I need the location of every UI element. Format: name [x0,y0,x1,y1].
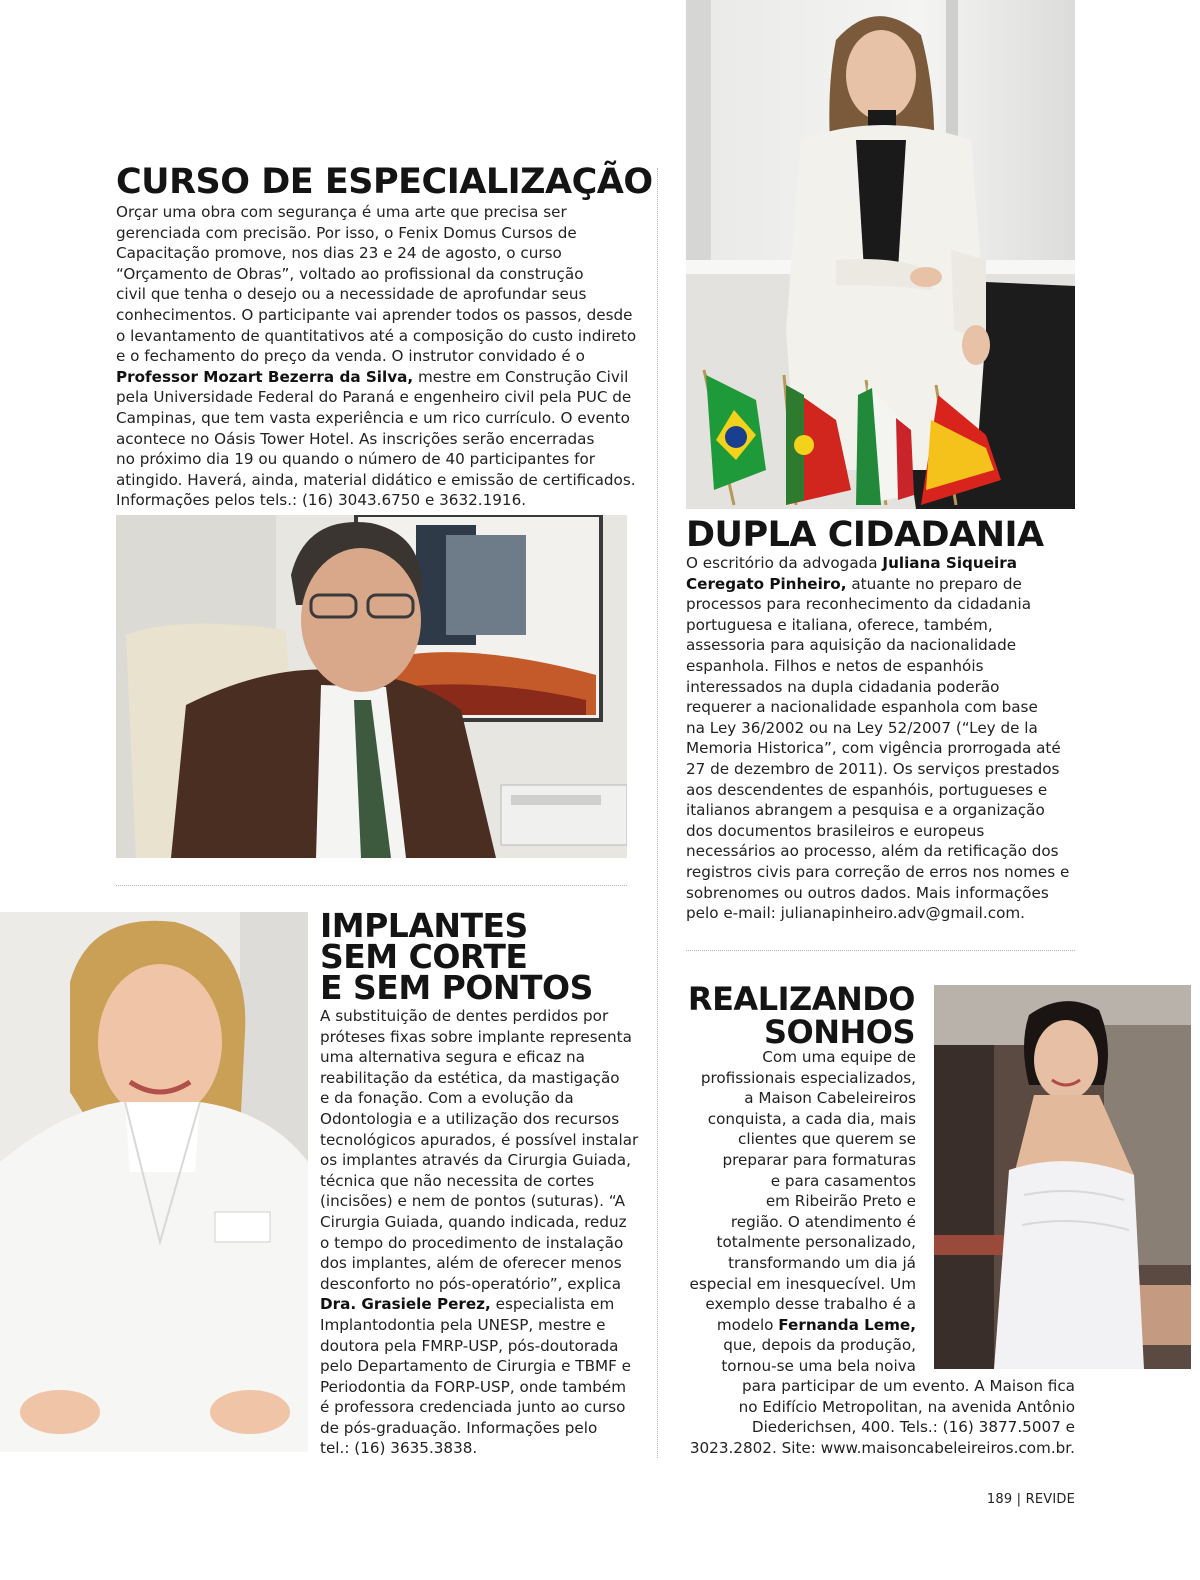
folio-separator: | [1016,1492,1022,1507]
photo-lawyer-with-flags [686,0,1075,509]
realizando-line: no Edifício Metropolitan, na avenida Antônio [738,1397,1075,1416]
dupla-line-text: atuante no preparo de [846,574,1022,593]
implantes-line: de pós-graduação. Informações pelo [320,1418,598,1437]
dupla-line: espanhola. Filhos e netos de espanhóis [686,656,984,675]
curso-line: Campinas, que tem vasta experiência e um rico currículo. O evento [116,408,630,427]
implantes-body [320,1006,650,1459]
implantes-line: Periodontia da FORP-USP, onde também [320,1377,627,1396]
curso-line: conhecimentos. O participante vai aprender todos os passos, desde [116,305,633,324]
implantes-line: uma alternativa segura e eficaz na [320,1048,585,1067]
dupla-line: assessoria para aquisição da nacionalidade [686,636,1017,655]
implantes-line: pelo Departamento de Cirurgia e TBMF e [320,1357,632,1376]
photo-bride-model [934,985,1191,1369]
realizando-line: profissionais especializados, [700,1068,916,1087]
dupla-line-text: O escritório da advogada [686,554,883,572]
curso-line: Informações pelos tels.: (16) 3043.6750 e 3632.1916. [116,491,527,510]
dupla-line [686,553,1086,574]
model-name: Fernanda Leme, [778,1315,916,1334]
realizando-line: região. O atendimento é [730,1212,916,1231]
magazine-name: REVIDE [1025,1492,1075,1507]
curso-line: Orçar uma obra com segurança é uma arte que precisa ser [116,203,567,221]
dupla-line: na Ley 36/2002 ou na Ley 52/2007 (“Ley de la [686,718,1038,737]
implantes-title-line: E SEM PONTOS [320,968,593,1007]
implantes-line: tecnológicos apurados, é possível instalar [320,1130,639,1149]
realizando-line: especial em inesquecível. Um [689,1274,916,1293]
implantes-title-line: IMPLANTES [320,906,528,945]
implantes-line: desconforto no pós-operatório”, explica [320,1274,622,1293]
realizando-line: Diederichsen, 400. Tels.: (16) 3877.5007 e [751,1418,1075,1437]
page-number: 189 [986,1492,1013,1507]
dupla-line: pelo e-mail: julianapinheiro.adv@gmail.com. [686,904,1025,923]
realizando-title-line: REALIZANDO [687,980,915,1018]
implantes-line: Implantodontia pela UNESP, mestre e [320,1315,606,1334]
realizando-line: tornou-se uma bela noiva [721,1356,916,1375]
implantes-title-line: SEM CORTE [320,937,528,976]
dupla-line: sobrenomes ou outros dados. Mais informações [686,883,1049,902]
instructor-name: Professor Mozart Bezerra da Silva, [116,367,414,386]
realizando-line: que, depois da produção, [723,1336,916,1355]
dupla-line: italianos abrangem a pesquisa e a organização [686,801,1045,820]
section-divider [116,885,627,886]
dupla-line: requerer a nacionalidade espanhola com base [686,698,1038,717]
implantes-line: técnica que não necessita de cortes [320,1171,595,1190]
implantes-line: A substituição de dentes perdidos por [320,1007,609,1025]
dupla-line: dos documentos brasileiros e europeus [686,821,985,840]
curso-line: pela Universidade Federal do Paraná e engenheiro civil pela PUC de [116,388,632,407]
implantes-line: próteses fixas sobre implante representa [320,1027,632,1046]
curso-line: Capacitação promove, nos dias 23 e 24 de agosto, o curso [116,244,562,263]
implantes-line: dos implantes, além de oferecer menos [320,1254,622,1273]
implantes-line [320,1294,650,1315]
curso-line-text: mestre em Construção Civil [413,367,629,386]
implantes-line: o tempo do procedimento de instalação [320,1233,624,1252]
dentist-name: Dra. Grasiele Perez, [320,1295,491,1314]
implantes-line: (incisões) e nem de pontos (suturas). “A [320,1192,626,1211]
lawyer-name: Juliana Siqueira [882,554,1017,572]
realizando-line: exemplo desse trabalho é a [705,1295,916,1314]
curso-line: gerenciada com precisão. Por isso, o Fenix Domus Cursos de [116,223,577,242]
implantes-line: é professora credenciada junto ao curso [320,1398,626,1417]
section-divider [686,950,1075,951]
realizando-line: conquista, a cada dia, mais [707,1109,916,1128]
curso-line: civil que tenha o desejo ou a necessidade de aprofundar seus [116,285,587,304]
photo-instructor [116,515,627,858]
implantes-line: Odontologia e a utilização dos recursos [320,1109,620,1128]
column-divider [657,168,658,1458]
dupla-line: aos descendentes de espanhóis, portugueses e [686,780,1048,799]
implantes-line: doutora pela FMRP-USP, pós-doutorada [320,1336,619,1355]
realizando-body-wide [675,1376,1075,1458]
dupla-line [686,574,1086,595]
implantes-line: os implantes através da Cirurgia Guiada, [320,1151,631,1170]
dupla-line: registros civis para correção de erros nos nomes e [686,862,1070,881]
photo-dentist [0,912,308,1452]
implantes-line-text: especialista em [490,1295,615,1314]
realizando-line: 3023.2802. Site: www.maisoncabeleireiros.com.br. [689,1438,1075,1457]
realizando-line [660,1315,916,1336]
implantes-title [320,906,593,1007]
realizando-line: em Ribeirão Preto e [765,1192,916,1211]
curso-line: acontece no Oásis Tower Hotel. As inscrições serão encerradas [116,429,595,448]
dupla-title: DUPLA CIDADANIA [686,515,1044,555]
realizando-line: para participar de um evento. A Maison fica [741,1377,1075,1395]
realizando-title [680,980,915,1051]
dupla-line: portuguesa e italiana, oferece, também, [686,615,993,634]
implantes-line: tel.: (16) 3635.3838. [320,1439,478,1458]
lawyer-surname: Ceregato Pinheiro, [686,574,847,593]
dupla-body [686,553,1086,924]
curso-body [116,202,656,511]
curso-title: CURSO DE ESPECIALIZAÇÃO [116,162,653,202]
realizando-title-line: SONHOS [763,1013,915,1051]
realizando-line: totalmente personalizado, [716,1233,916,1252]
realizando-line: clientes que querem se [738,1130,916,1149]
implantes-line: e da fonação. Com a evolução da [320,1089,574,1108]
realizando-line: preparar para formaturas [722,1150,916,1169]
curso-line: atingido. Haverá, ainda, material didático e emissão de certificados. [116,470,636,489]
realizando-line: e para casamentos [770,1171,916,1190]
realizando-line: transformando um dia já [728,1253,916,1272]
realizando-line-text: modelo [716,1315,779,1334]
implantes-line: reabilitação da estética, da mastigação [320,1068,620,1087]
curso-line [116,367,656,388]
dupla-line: necessários ao processo, além da retificação dos [686,842,1059,861]
implantes-line: Cirurgia Guiada, quando indicada, reduz [320,1212,627,1231]
curso-line: “Orçamento de Obras”, voltado ao profissional da construção [116,264,584,283]
realizando-line: a Maison Cabeleireiros [744,1089,916,1108]
page-folio [985,1492,1075,1507]
dupla-line: interessados na dupla cidadania poderão [686,677,1000,696]
curso-line: e o fechamento do preço da venda. O instrutor convidado é o [116,347,585,366]
dupla-line: processos para reconhecimento da cidadania [686,595,1032,614]
realizando-body [660,1047,916,1377]
realizando-line: Com uma equipe de [762,1048,916,1066]
curso-line: no próximo dia 19 ou quando o número de 40 participantes for [116,450,596,469]
curso-line: o levantamento de quantitativos até a composição do custo indireto [116,326,637,345]
dupla-line: 27 de dezembro de 2011). Os serviços prestados [686,759,1060,778]
dupla-line: Memoria Historica”, com vigência prorrogada até [686,739,1061,758]
